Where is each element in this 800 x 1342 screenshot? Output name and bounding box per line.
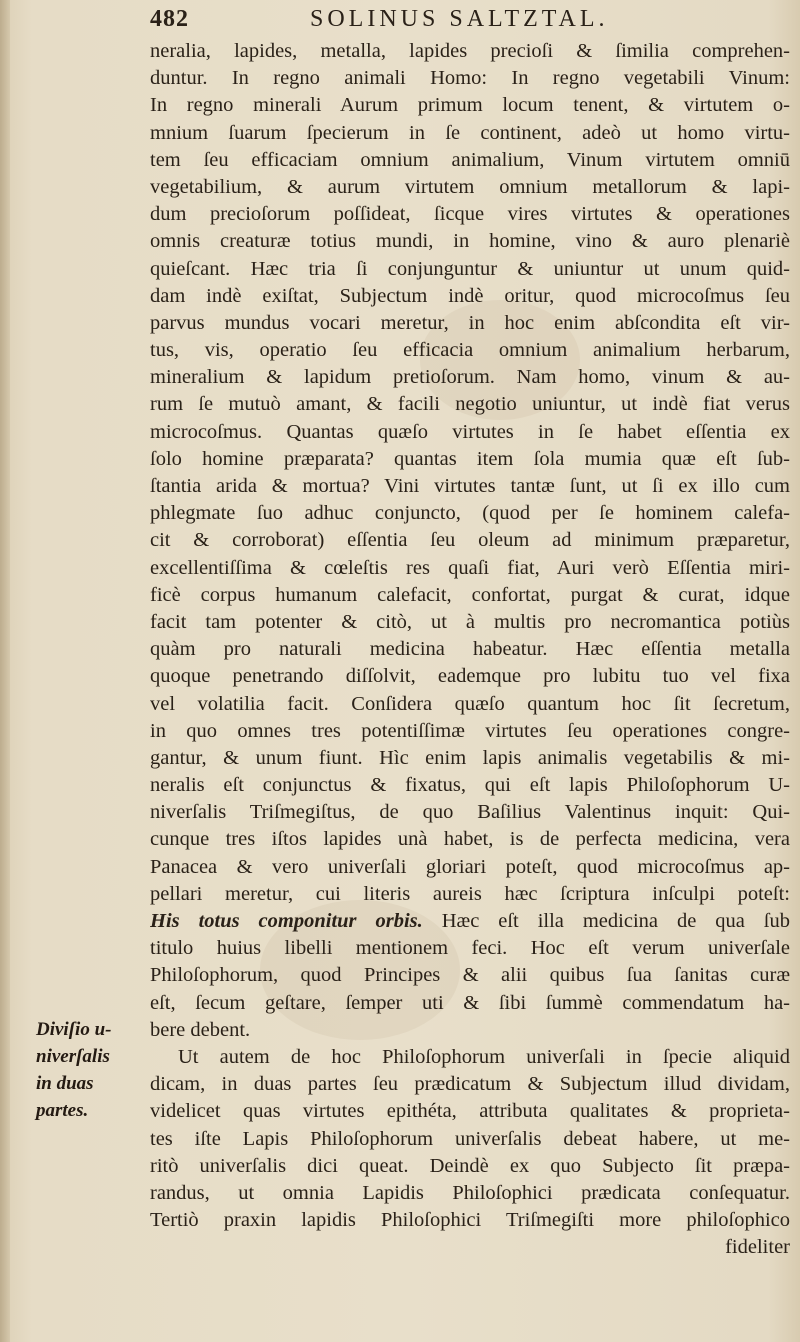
marginal-note-line: partes. — [36, 1100, 89, 1121]
text-line: cit & corroborat) eſſentia ſeu oleum ad minimum præparetur, — [150, 529, 790, 552]
running-title: SOLINUS SALTZTAL. — [310, 6, 609, 32]
text-line: quoque penetrando diſſolvit, eademque pro lubitu tuo vel fixa — [150, 665, 790, 688]
page-header — [150, 6, 790, 40]
text-line: titulo huius libelli mentionem feci. Hoc eſt verum univerſale — [150, 937, 790, 960]
page-number: 482 — [150, 6, 189, 32]
text-line: dam indè exiſtat, Subjectum indè oritur, quod microcoſmus ſeu — [150, 284, 790, 307]
text-line: omnis creaturæ totius mundi, in homine, vino & auro plenariè — [150, 230, 790, 253]
text-line: vegetabilium, & aurum virtutem omnium metallorum & lapi- — [150, 175, 790, 198]
text-line: vel volatilia facit. Conſidera quæſo quantum hoc ſit ſecretum, — [150, 692, 790, 715]
marginal-note-line: Diviſio u- — [36, 1019, 112, 1040]
text-line: videlicet quas virtutes epithéta, attributa qualitates & proprieta- — [150, 1100, 790, 1123]
text-line: ſtantia arida & mortua? Vini virtutes tantæ ſunt, ut ſi ex illo cum — [150, 475, 790, 497]
text-line: duntur. In regno animali Homo: In regno vegetabili Vinum: — [150, 67, 790, 90]
text-line: in quo omnes tres potentiſſimæ virtutes ſeu operationes congre- — [150, 719, 790, 742]
text-line: neralia, lapides, metalla, lapides precioſi & ſimilia comprehen- — [150, 40, 790, 62]
marginal-note — [36, 1016, 146, 1124]
text-line: rum ſe mutuò amant, & facili negotio uniuntur, ut indè fiat verus — [150, 393, 790, 416]
marginal-note-line: in duas — [36, 1073, 94, 1094]
text-line: microcoſmus. Quantas quæſo virtutes in ſe habet eſſentia ex — [150, 420, 790, 443]
text-line: dum precioſorum poſſideat, ſicque vires virtutes & operationes — [150, 203, 790, 226]
page-spine-shadow — [0, 0, 10, 1342]
text-line: tem ſeu efficaciam omnium animalium, Vinum virtutem omniū — [150, 148, 790, 171]
text-line: tus, vis, operatio ſeu efficacia omnium animalium herbarum, — [150, 339, 790, 362]
text-line: mineralium & lapidum pretioſorum. Nam homo, vinum & au- — [150, 366, 790, 389]
text-line: neralis eſt conjunctus & fixatus, qui eſt lapis Philoſophorum U- — [150, 774, 790, 797]
text-line: phlegmate ſuo adhuc conjuncto, (quod per ſe hominem calefa- — [150, 502, 790, 525]
text-line: ritò univerſalis dici queat. Deindè ex quo Subjecto ſit præpa- — [150, 1154, 790, 1177]
text-line: excellentiſſima & cœleſtis res quaſi fiat, Auri verò Eſſentia miri- — [150, 556, 790, 579]
text-line: pellari meretur, cui literis aureis hæc ſcriptura inſculpi poteſt: — [150, 882, 790, 905]
text-line-paragraph-end: bere debent. — [150, 1018, 251, 1041]
text-line: quàm pro naturali medicina habeatur. Hæc eſſentia metalla — [150, 638, 790, 661]
body-text — [150, 38, 790, 1261]
text-line-paragraph-start: Ut autem de hoc Philoſophorum univerſali in ſpecie aliquid — [178, 1045, 790, 1068]
text-line: Philoſophorum, quod Principes & alii quibus ſua ſanitas curæ — [150, 964, 790, 987]
text-line: cunque tres iſtos lapides unà habet, is de perfecta medicina, vera — [150, 828, 790, 851]
text-line: Tertiò praxin lapidis Philoſophici Triſmegiſti more philoſophico — [150, 1209, 790, 1232]
text-line: niverſalis Triſmegiſtus, de quo Baſilius Valentinus inquit: Qui- — [150, 801, 790, 824]
text-line-motto: His totus componitur orbis. Hæc eſt illa medicina de qua ſub — [150, 910, 790, 932]
marginal-note-line: niverſalis — [36, 1046, 110, 1067]
text-line: facit tam potenter & citò, ut à multis pro necromantica potiùs — [150, 610, 790, 633]
text-line: gantur, & unum fiunt. Hìc enim lapis animalis vegetabilis & mi- — [150, 746, 790, 769]
text-line: ſolo homine præparata? quantas item ſola mumia quæ eſt ſub- — [150, 447, 790, 470]
text-line: eſt, ſecum geſtare, ſemper uti & ſibi ſummè commendatum ha- — [150, 991, 790, 1014]
text-line: quieſcant. Hæc tria ſi conjunguntur & uniuntur ut unum quid- — [150, 257, 790, 280]
text-line: tes iſte Lapis Philoſophorum univerſalis debeat habere, ut me- — [150, 1127, 790, 1150]
text-line: randus, ut omnia Lapidis Philoſophici prædicata conſequatur. — [150, 1181, 790, 1204]
text-line: parvus mundus vocari meretur, in hoc enim abſcondita eſt vir- — [150, 311, 790, 334]
text-line: In regno minerali Aurum primum locum tenent, & virtutem o- — [150, 94, 790, 117]
text-line: Panacea & vero univerſali gloriari poteſt, quod microcoſmus ap- — [150, 855, 790, 878]
text-line: mnium ſuarum ſpecierum in ſe continent, adeò ut homo virtu- — [150, 121, 790, 144]
catchword: fideliter — [725, 1236, 790, 1259]
text-line: dicam, in duas partes ſeu prædicatum & Subjectum illud dividam, — [150, 1073, 790, 1096]
text-line: ficè corpus humanum calefacit, confortat, purgat & curat, idque — [150, 583, 790, 606]
